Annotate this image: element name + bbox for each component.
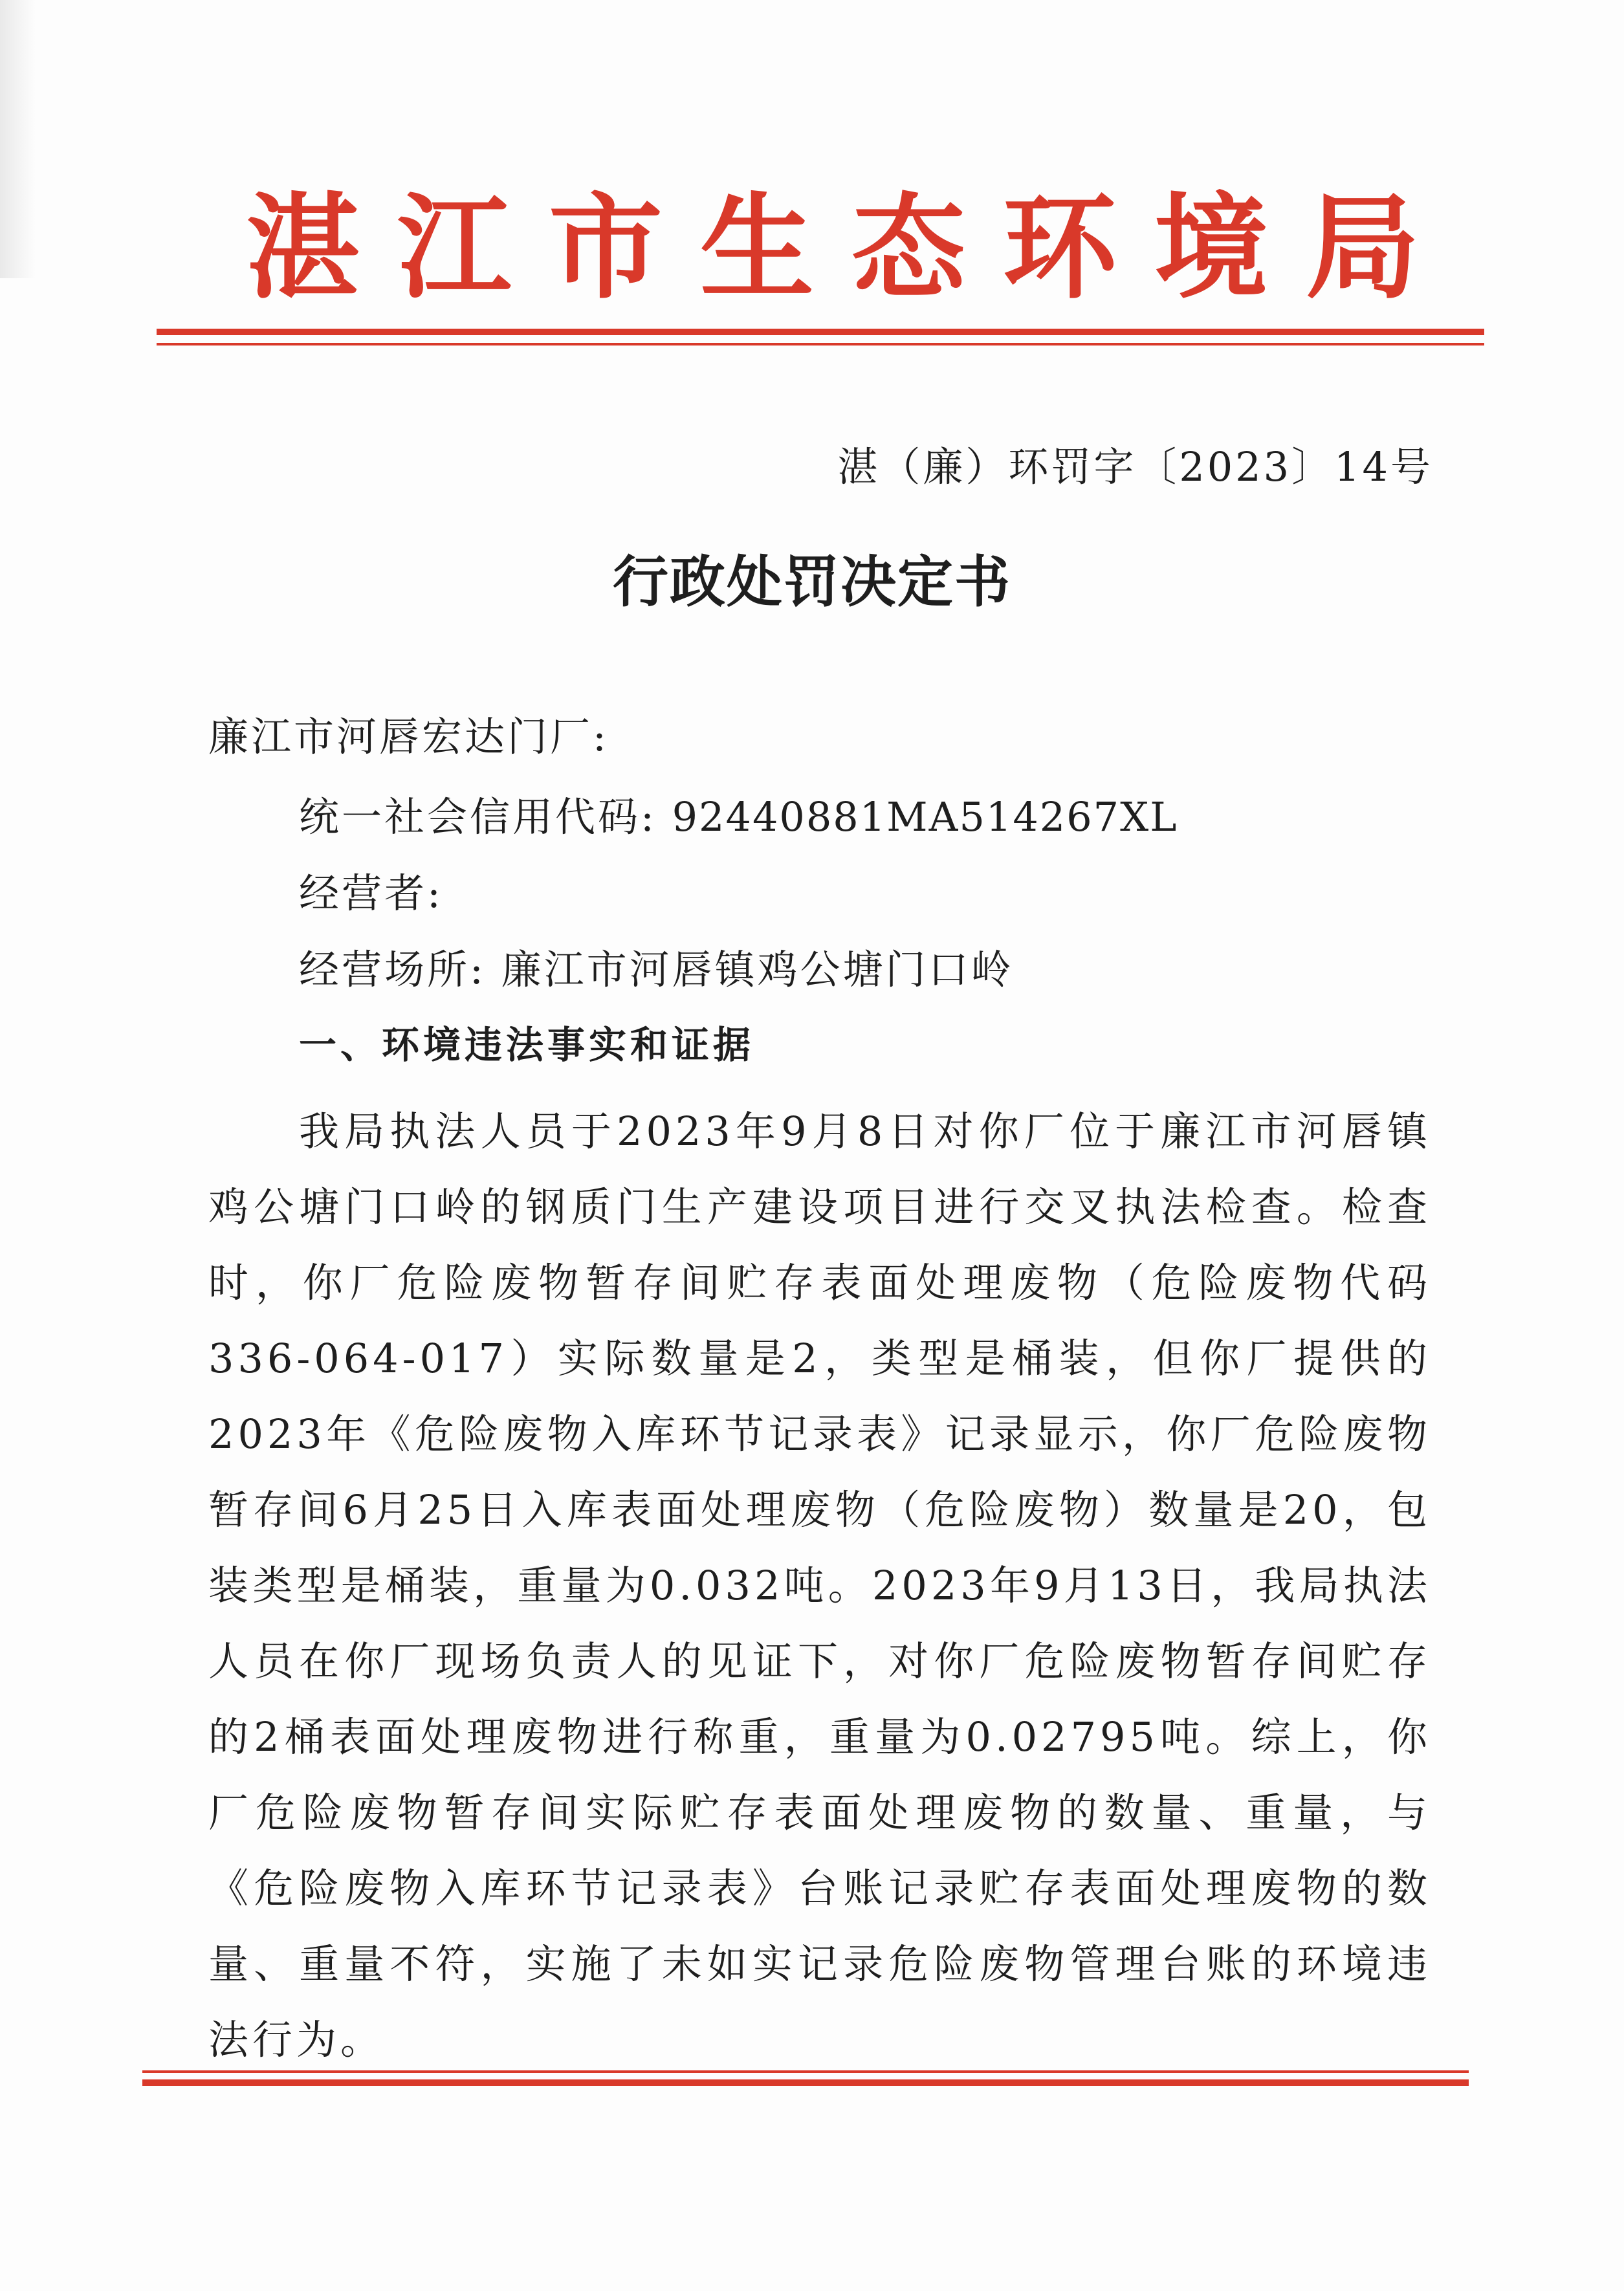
operator-line <box>299 870 443 917</box>
letterhead-rule-thick <box>157 329 1484 335</box>
scan-edge-shadow <box>0 0 36 278</box>
document-title: 行政处罚决定书 <box>613 549 1011 615</box>
recipient-name: 廉江市河唇宏达门厂: <box>208 713 609 760</box>
business-place-line <box>299 946 1014 993</box>
letterhead-agency-name: 湛江市生态环境局 <box>246 181 1458 314</box>
document-number: 湛（廉）环罚字〔2023〕14号 <box>837 443 1433 490</box>
business-place-value: 廉江市河唇镇鸡公塘门口岭 <box>501 946 1014 993</box>
footer-rule-thick <box>142 2079 1469 2086</box>
operator-label: 经营者: <box>299 870 443 917</box>
business-place-label: 经营场所: <box>299 946 486 993</box>
credit-code-line <box>299 793 1178 840</box>
section-heading-violation-facts: 一、环境违法事实和证据 <box>299 1023 755 1067</box>
credit-code-label: 统一社会信用代码: <box>299 793 657 840</box>
letterhead-rule-thin <box>157 343 1484 345</box>
footer-rule-thin <box>142 2070 1469 2073</box>
violation-facts-paragraph: 我局执法人员于2023年9月8日对你厂位于廉江市河唇镇鸡公塘门口岭的钢质门生产建设项目进行交叉执法检查。检查时，你厂危险废物暂存间贮存表面处理废物（危险废物代码336-064-017）实际数量是2，类型是桶装，但你厂提供的2023年《危险废物入库环节记录表》记录显示，你厂危险废物暂存间6月25日入库表面处理废物（危险废物）数量是20，包装类型是桶装，重量为0.032吨。2023年9月13日，我局执法人员在你厂现场负责人的见证下，对你厂危险废物暂存间贮存的2桶表面处理废物进行称重，重量为0.02795吨。综上，你厂危险废物暂存间实际贮存表面处理废物的数量、重量，与《危险废物入库环节记录表》台账记录贮存表面处理废物的数量、重量不符，实施了未如实记录危险废物管理台账的环境违法行为。 <box>208 1108 1431 2063</box>
credit-code-value: 92440881MA514267XL <box>672 793 1178 840</box>
